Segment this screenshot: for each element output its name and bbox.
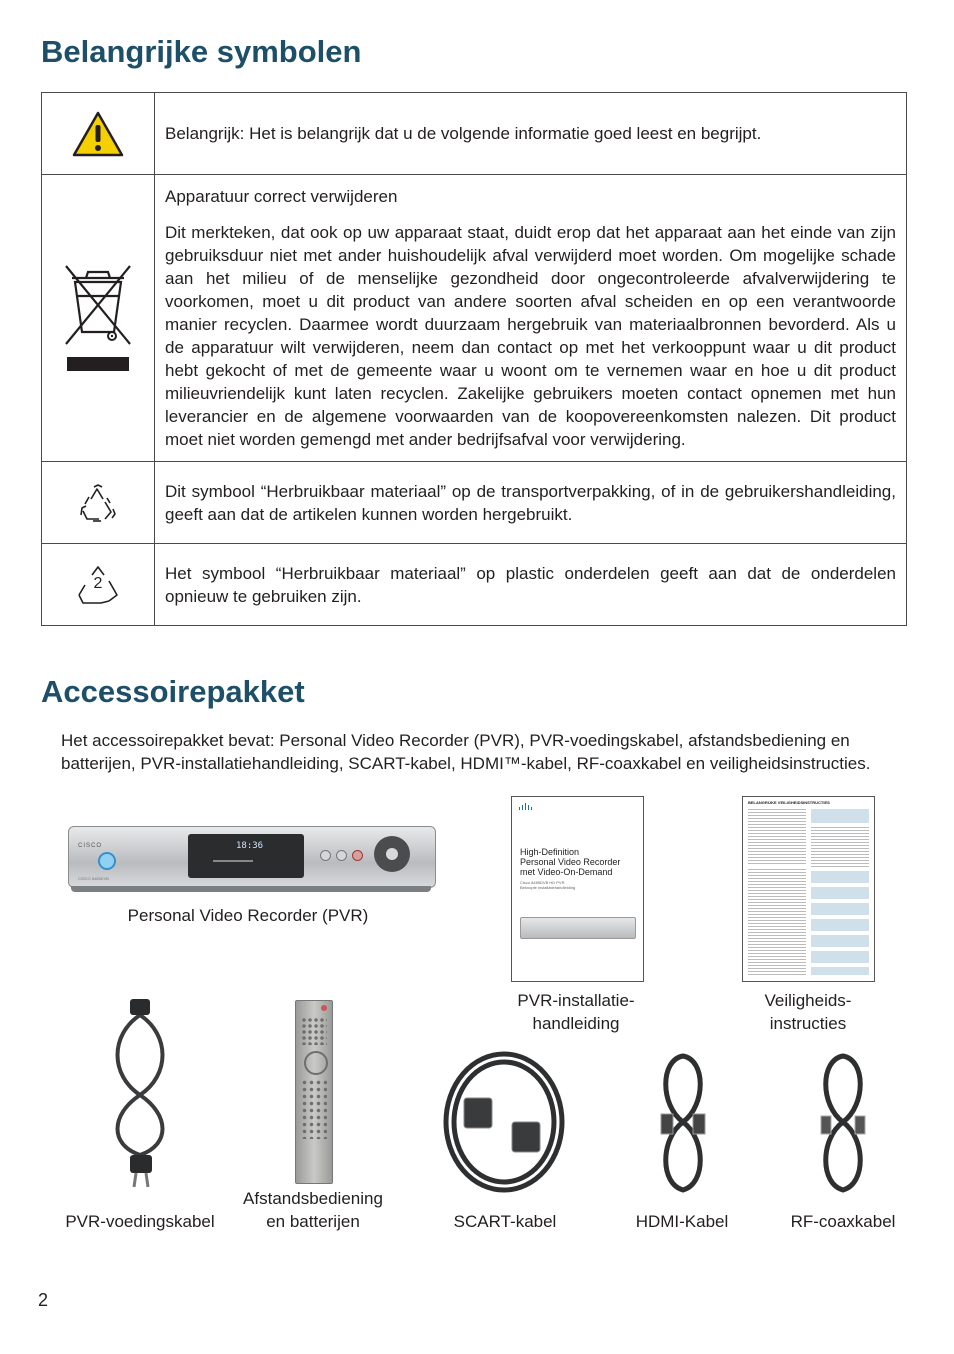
caption-line: Veiligheids- — [764, 991, 852, 1010]
caption-safety — [728, 989, 888, 1035]
section-title-symbols: Belangrijke symbolen — [41, 34, 362, 69]
rf-coax-cable-image — [815, 1050, 871, 1195]
pvr-brand-logo: CISCO — [78, 843, 103, 849]
symbol-row-recyclable — [42, 462, 907, 544]
plastic-recycle-2-icon — [75, 563, 121, 607]
symbol-paragraph: Dit merkteken, dat ook op uw apparaat staat, duidt erop dat het apparaat aan het einde van zijn gebruiksduur niet met ander huishoudelijk afval verwijderd moet worden. Om mogelijke schade aan het milieu of de menselijke gezondheid door ongecontroleerde afvalverwijdering te voorkomen, moet u dit product van andere soorten afval scheiden en op een verantwoorde manier recyclen. Daarmee wordt duurzaam hergebruik van materiaalbronnen bevorderd. Als u de apparatuur wilt verwijderen, neem dan contact op met het verkooppunt waar u dit product hebt gekocht of met de gemeente waar u woont om te vernemen waar en hoe u dit product milieuvriendelijk kunt laten recyclen. Zakelijke gebruikers moeten contact opnemen met hun leverancier en de algemene voorwaarden van de koopovereenkomsten nalezen. Dit product moet niet worden gemengd met ander bedrijfsafval voor verwijdering. — [165, 223, 896, 449]
safety-sheet-title: BELANGRIJKE VEILIGHEIDSINSTRUCTIES — [748, 800, 830, 805]
symbol-cell — [42, 93, 155, 175]
recycle-icon — [75, 481, 121, 525]
page-number: 2 — [38, 1290, 49, 1310]
caption-line: en batterijen — [266, 1212, 360, 1231]
symbol-paragraph: Dit symbool “Herbruikbaar materiaal” op de transportverpakking, of in de gebruikershandleiding, geeft aan dat de artikelen kunnen worden hergebruikt. — [165, 481, 896, 524]
caption-hdmi-cable: HDMI-Kabel — [635, 1212, 729, 1231]
symbol-heading: Apparatuur correct verwijderen — [165, 187, 398, 206]
installation-manual-image — [511, 796, 644, 982]
symbols-table — [41, 92, 907, 626]
caption-remote — [223, 1187, 403, 1233]
caption-rf-coax-cable: RF-coaxkabel — [790, 1212, 896, 1231]
caption-power-cable: PVR-voedingskabel — [65, 1212, 215, 1231]
pvr-record-button — [352, 850, 363, 861]
symbol-cell — [42, 462, 155, 544]
scart-cable-image — [440, 1048, 568, 1196]
symbol-paragraph: Het symbool “Herbruikbaar materiaal” op plastic onderdelen geeft aan dat de onderdelen opnieuw te gebruiken zijn. — [165, 563, 896, 606]
remote-control-image — [295, 1000, 333, 1184]
pvr-front-button — [336, 850, 347, 861]
warning-triangle-icon — [72, 111, 124, 157]
manual-title-line: met Video-On-Demand — [520, 867, 613, 877]
symbol-text — [155, 544, 907, 626]
symbol-cell — [42, 544, 155, 626]
pvr-display-time: 18:36 — [236, 841, 264, 851]
section-title-accessories: Accessoirepakket — [41, 674, 305, 709]
caption-pvr: Personal Video Recorder (PVR) — [127, 906, 369, 925]
manual-title — [520, 847, 638, 877]
symbol-paragraph: Belangrijk: Het is belangrijk dat u de volgende informatie goed leest en begrijpt. — [165, 124, 762, 143]
plastic-code-number: 2 — [93, 574, 103, 592]
safety-instructions-image — [742, 796, 875, 982]
caption-manual — [496, 989, 656, 1035]
accessories-intro: Het accessoirepakket bevat: Personal Video Recorder (PVR), PVR-voedingskabel, afstandsbediening en batterijen, PVR-installatiehandleiding, SCART-kabel, HDMI™-kabel, RF-coaxkabel en veiligheidsinstructies. — [61, 731, 871, 773]
caption-scart-cable: SCART-kabel — [453, 1212, 557, 1231]
pvr-model-label: CISCO 8485DVB — [78, 876, 109, 881]
manual-cisco-logo-icon — [519, 803, 532, 810]
pvr-device-image — [68, 826, 434, 892]
pvr-front-button — [320, 850, 331, 861]
caption-line: handleiding — [532, 1014, 620, 1033]
symbol-text — [155, 462, 907, 544]
crossed-out-wheelie-bin-icon — [58, 262, 138, 374]
manual-title-line: High-Definition — [520, 847, 580, 857]
power-cable-image — [100, 995, 180, 1190]
pvr-power-button — [98, 852, 116, 870]
symbol-row-important — [42, 93, 907, 175]
caption-line: PVR-installatie- — [517, 991, 635, 1010]
symbol-text — [155, 93, 907, 175]
manual-pvr-photo — [520, 917, 636, 939]
manual-title-line: Personal Video Recorder — [520, 857, 621, 867]
symbol-text — [155, 175, 907, 462]
symbol-cell — [42, 175, 155, 462]
manual-subtitle: Cisco 8485DVB HD PVR — [520, 880, 565, 885]
caption-line: instructies — [769, 1014, 847, 1033]
caption-line: Afstandsbediening — [243, 1189, 383, 1208]
hdmi-cable-image — [655, 1050, 711, 1195]
symbol-row-plastic — [42, 544, 907, 626]
manual-subtitle-2: Beknopte installatiehandleiding — [520, 885, 576, 890]
symbol-row-disposal — [42, 175, 907, 462]
